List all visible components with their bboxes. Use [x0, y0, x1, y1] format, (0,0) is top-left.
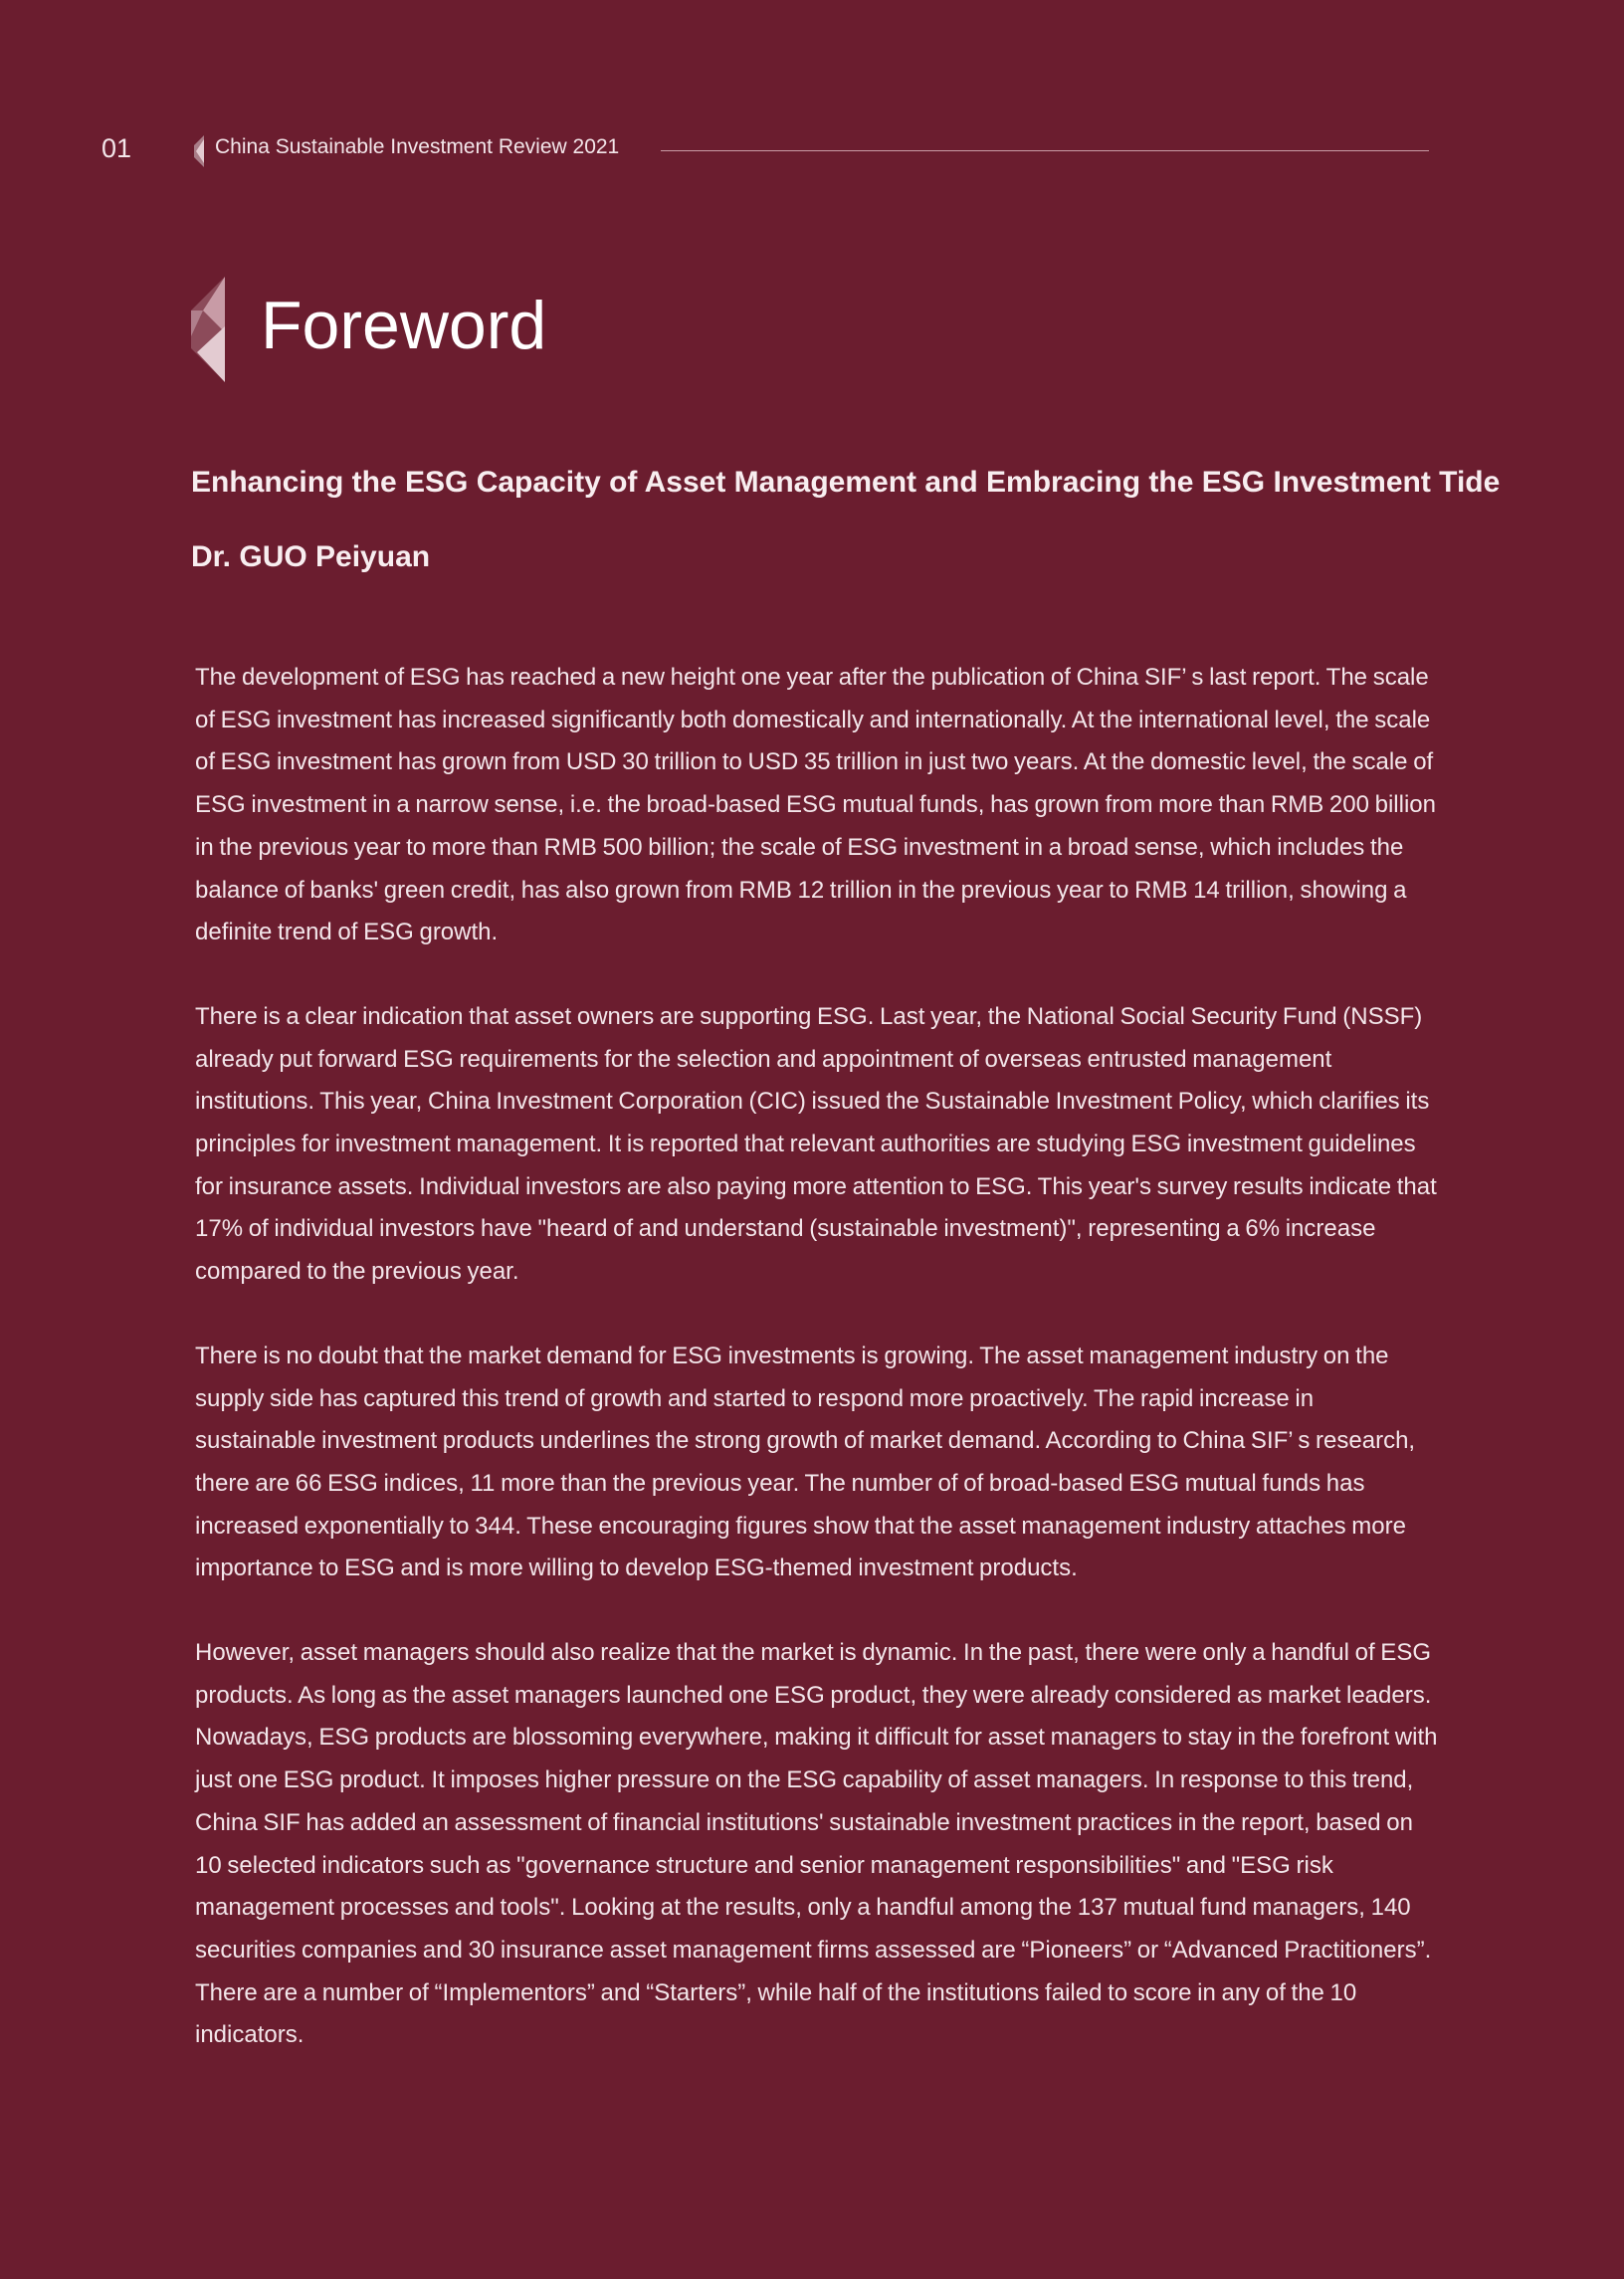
- header-divider: [661, 150, 1429, 151]
- page-number: 01: [102, 133, 132, 163]
- chevron-left-icon: [187, 277, 227, 382]
- running-title: China Sustainable Investment Review 2021: [215, 135, 620, 158]
- article-title: Enhancing the ESG Capacity of Asset Management and Embracing the ESG Investment Tide: [191, 466, 1501, 499]
- paragraph: The development of ESG has reached a new height one year after the publication of China SIF’ s last report. The scale of ESG investment has increased significantly both domestically and internationally. At the international level, the scale of ESG investment has grown from USD 30 trillion to USD 35 trillion in just two years. At the domestic level, the scale of ESG investment in a narrow sense, i.e. the broad-based ESG mutual funds, has grown from more than RMB 200 billion in the previous year to more than RMB 500 billion; the scale of ESG investment in a broad sense, which includes the balance of banks' green credit, has also grown from RMB 12 trillion in the previous year to RMB 14 trillion, showing a definite trend of ESG growth.: [195, 664, 1436, 946]
- article-author: Dr. GUO Peiyuan: [191, 540, 431, 573]
- paragraph: However, asset managers should also realize that the market is dynamic. In the past, there were only a handful of ESG products. As long as the asset managers launched one ESG product, they were already considered as market leaders. Nowadays, ESG products are blossoming everywhere, making it difficult for asset managers to stay in the forefront with just one ESG product. It imposes higher pressure on the ESG capability of asset managers. In response to this trend, China SIF has added an assessment of financial institutions' sustainable investment practices in the report, based on 10 selected indicators such as "governance structure and senior management responsibilities" and "ESG risk management processes and tools". Looking at the results, only a handful among the 137 mutual fund managers, 140 securities companies and 30 insurance asset management firms assessed are “Pioneers” or “Advanced Practitioners”. There are a number of “Implementors” and “Starters”, while half of the institutions failed to score in any of the 10 indicators.: [195, 1639, 1438, 2049]
- paragraph: There is no doubt that the market demand for ESG investments is growing. The asset management industry on the supply side has captured this trend of growth and started to respond more proactively. The rapid increase in sustainable investment products underlines the strong growth of market demand. According to China SIF’ s research, there are 66 ESG indices, 11 more than the previous year. The number of of broad-based ESG mutual funds has increased exponentially to 344. These encouraging figures show that the asset management industry attaches more importance to ESG and is more willing to develop ESG-themed investment products.: [195, 1342, 1416, 1582]
- page-header: [0, 129, 1624, 173]
- article-body: [195, 657, 1439, 2099]
- paragraph: There is a clear indication that asset owners are supporting ESG. Last year, the National Social Security Fund (NSSF) already put forward ESG requirements for the selection and appointment of overseas entrusted management institutions. This year, China Investment Corporation (CIC) issued the Sustainable Investment Policy, which clarifies its principles for investment management. It is reported that relevant authorities are studying ESG investment guidelines for insurance assets. Individual investors are also paying more attention to ESG. This year's survey results indicate that 17% of individual investors have "heard of and understand (sustainable investment)", representing a 6% increase compared to the previous year.: [195, 1002, 1437, 1286]
- chevron-left-icon: [190, 135, 206, 167]
- section-title: Foreword: [261, 288, 547, 363]
